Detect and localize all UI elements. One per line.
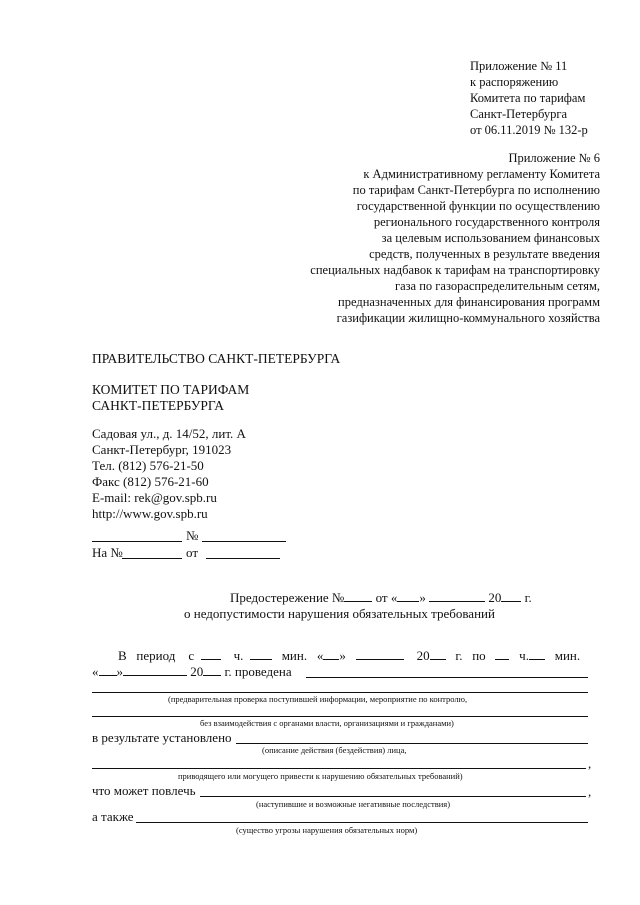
ref-on-label: На №: [92, 545, 123, 560]
appendix-6-line: Приложение № 6: [508, 151, 600, 165]
to-hours-field[interactable]: [495, 648, 509, 660]
ref-from-label: от: [186, 545, 199, 560]
quote-open: «: [316, 648, 324, 663]
appendix-11-block: [470, 58, 588, 138]
comma-2: ,: [588, 784, 592, 799]
appendix-6-line: за целевым использованием финансовых: [381, 231, 600, 245]
appendix-11-line: Приложение № 11: [470, 59, 568, 73]
row2-year: 20: [190, 664, 204, 679]
may-entail-label: что может повлечь: [92, 783, 196, 798]
warning-year-field[interactable]: [501, 590, 521, 602]
ref-number-line[interactable]: [122, 558, 182, 559]
warning-title-year: 20: [488, 590, 502, 605]
appendix-6-block: [260, 150, 600, 326]
caption-consequences: (наступившие и возможные негативные последствия): [256, 799, 451, 809]
from-month-field[interactable]: [356, 648, 404, 660]
hours-label-2: ч.: [519, 648, 529, 663]
warning-title-text: Предостережение №: [230, 590, 345, 605]
appendix-11-line: к распоряжению: [470, 75, 559, 89]
appendix-6-line: специальных надбавок к тарифам на транспортировку: [310, 263, 600, 277]
caption-action: (описание действия (бездействия) лица,: [262, 745, 407, 755]
also-label: а также: [92, 809, 134, 824]
row2-conducted: г. проведена: [224, 664, 292, 679]
number-sign: №: [186, 528, 199, 543]
may-entail-field-line[interactable]: [200, 796, 586, 797]
period-word: период: [136, 648, 176, 663]
website: http://www.gov.spb.ru: [92, 506, 208, 521]
committee-heading: КОМИТЕТ ПО ТАРИФАМ: [92, 382, 250, 397]
from-year-field[interactable]: [430, 648, 446, 660]
warning-month-field[interactable]: [429, 590, 485, 602]
government-heading: ПРАВИТЕЛЬСТВО САНКТ-ПЕТЕРБУРГА: [92, 351, 341, 366]
from-minutes-field[interactable]: [250, 648, 272, 660]
appendix-6-line: газа по газораспределительным сетям,: [394, 279, 600, 293]
fax: Факс (812) 576-21-60: [92, 474, 209, 489]
activity-field-line-2[interactable]: [92, 716, 588, 717]
hours-label: ч.: [233, 648, 244, 663]
appendix-6-line: регионального государственного контроля: [373, 215, 600, 229]
activity-field-line[interactable]: [92, 692, 588, 693]
to-year-field[interactable]: [203, 664, 221, 676]
established-field-line[interactable]: [236, 743, 588, 744]
outgoing-date-line[interactable]: [92, 541, 182, 542]
address-line: Садовая ул., д. 14/52, лит. А: [92, 426, 246, 441]
period-row-1: [118, 648, 600, 664]
appendix-6-line: государственной функции по осуществлению: [356, 199, 600, 213]
phone: Тел. (812) 576-21-50: [92, 458, 204, 473]
committee-heading: САНКТ-ПЕТЕРБУРГА: [92, 398, 225, 413]
comma-1: ,: [588, 756, 592, 771]
established-label: в результате установлено: [92, 730, 232, 745]
to-minutes-field[interactable]: [529, 648, 545, 660]
warning-title-quote: »: [419, 590, 426, 605]
caption-threat: (существо угрозы нарушения обязательных норм): [236, 825, 418, 835]
year-g: г.: [455, 648, 463, 663]
appendix-11-line: Комитета по тарифам: [470, 91, 586, 105]
appendix-11-line: Санкт-Петербурга: [470, 107, 568, 121]
row2-quote-close: »: [116, 664, 123, 679]
appendix-6-line: газификации жилищно-коммунального хозяйства: [336, 311, 600, 325]
warning-title-g: г.: [524, 590, 532, 605]
warning-title-from: от «: [375, 590, 398, 605]
appendix-6-line: средств, полученных в результате введения: [369, 247, 600, 261]
to-day-field[interactable]: [99, 664, 117, 676]
period-from: с: [188, 648, 195, 663]
address-line: Санкт-Петербург, 191023: [92, 442, 232, 457]
outgoing-number-line[interactable]: [202, 541, 286, 542]
conducted-field-line[interactable]: [306, 677, 588, 678]
from-hours-field[interactable]: [201, 648, 221, 660]
warning-title: [230, 589, 532, 606]
caption-interaction: без взаимодействия с органами власти, организациями и гражданами): [200, 718, 454, 728]
ref-date-line[interactable]: [206, 558, 280, 559]
period-to: по: [472, 648, 486, 663]
quote-close: »: [339, 648, 346, 663]
caption-activity: (предварительная проверка поступившей информации, мероприятие по контролю,: [168, 694, 468, 704]
warning-day-field[interactable]: [397, 590, 419, 602]
from-day-field[interactable]: [323, 648, 339, 660]
appendix-6-line: предназначенных для финансирования программ: [338, 295, 600, 309]
appendix-6-line: по тарифам Санкт-Петербурга по исполнению: [352, 183, 600, 197]
year-20: 20: [416, 648, 430, 663]
period-row-2: [92, 664, 292, 680]
warning-number-field[interactable]: [344, 590, 372, 602]
period-in: В: [118, 648, 127, 663]
warning-subtitle: о недопустимости нарушения обязательных требований: [184, 606, 495, 621]
established-field-line-2[interactable]: [92, 768, 586, 769]
appendix-11-line: от 06.11.2019 № 132-р: [470, 123, 588, 137]
minutes-label: мин.: [281, 648, 308, 663]
also-field-line[interactable]: [136, 822, 588, 823]
to-month-field[interactable]: [123, 664, 187, 676]
email: E-mail: rek@gov.spb.ru: [92, 490, 217, 505]
caption-violation: приводящего или могущего привести к нарушению обязательных требований): [178, 771, 463, 781]
appendix-6-line: к Административному регламенту Комитета: [363, 167, 600, 181]
row2-quote-open: «: [92, 664, 99, 679]
minutes-label-2: мин.: [554, 648, 581, 663]
